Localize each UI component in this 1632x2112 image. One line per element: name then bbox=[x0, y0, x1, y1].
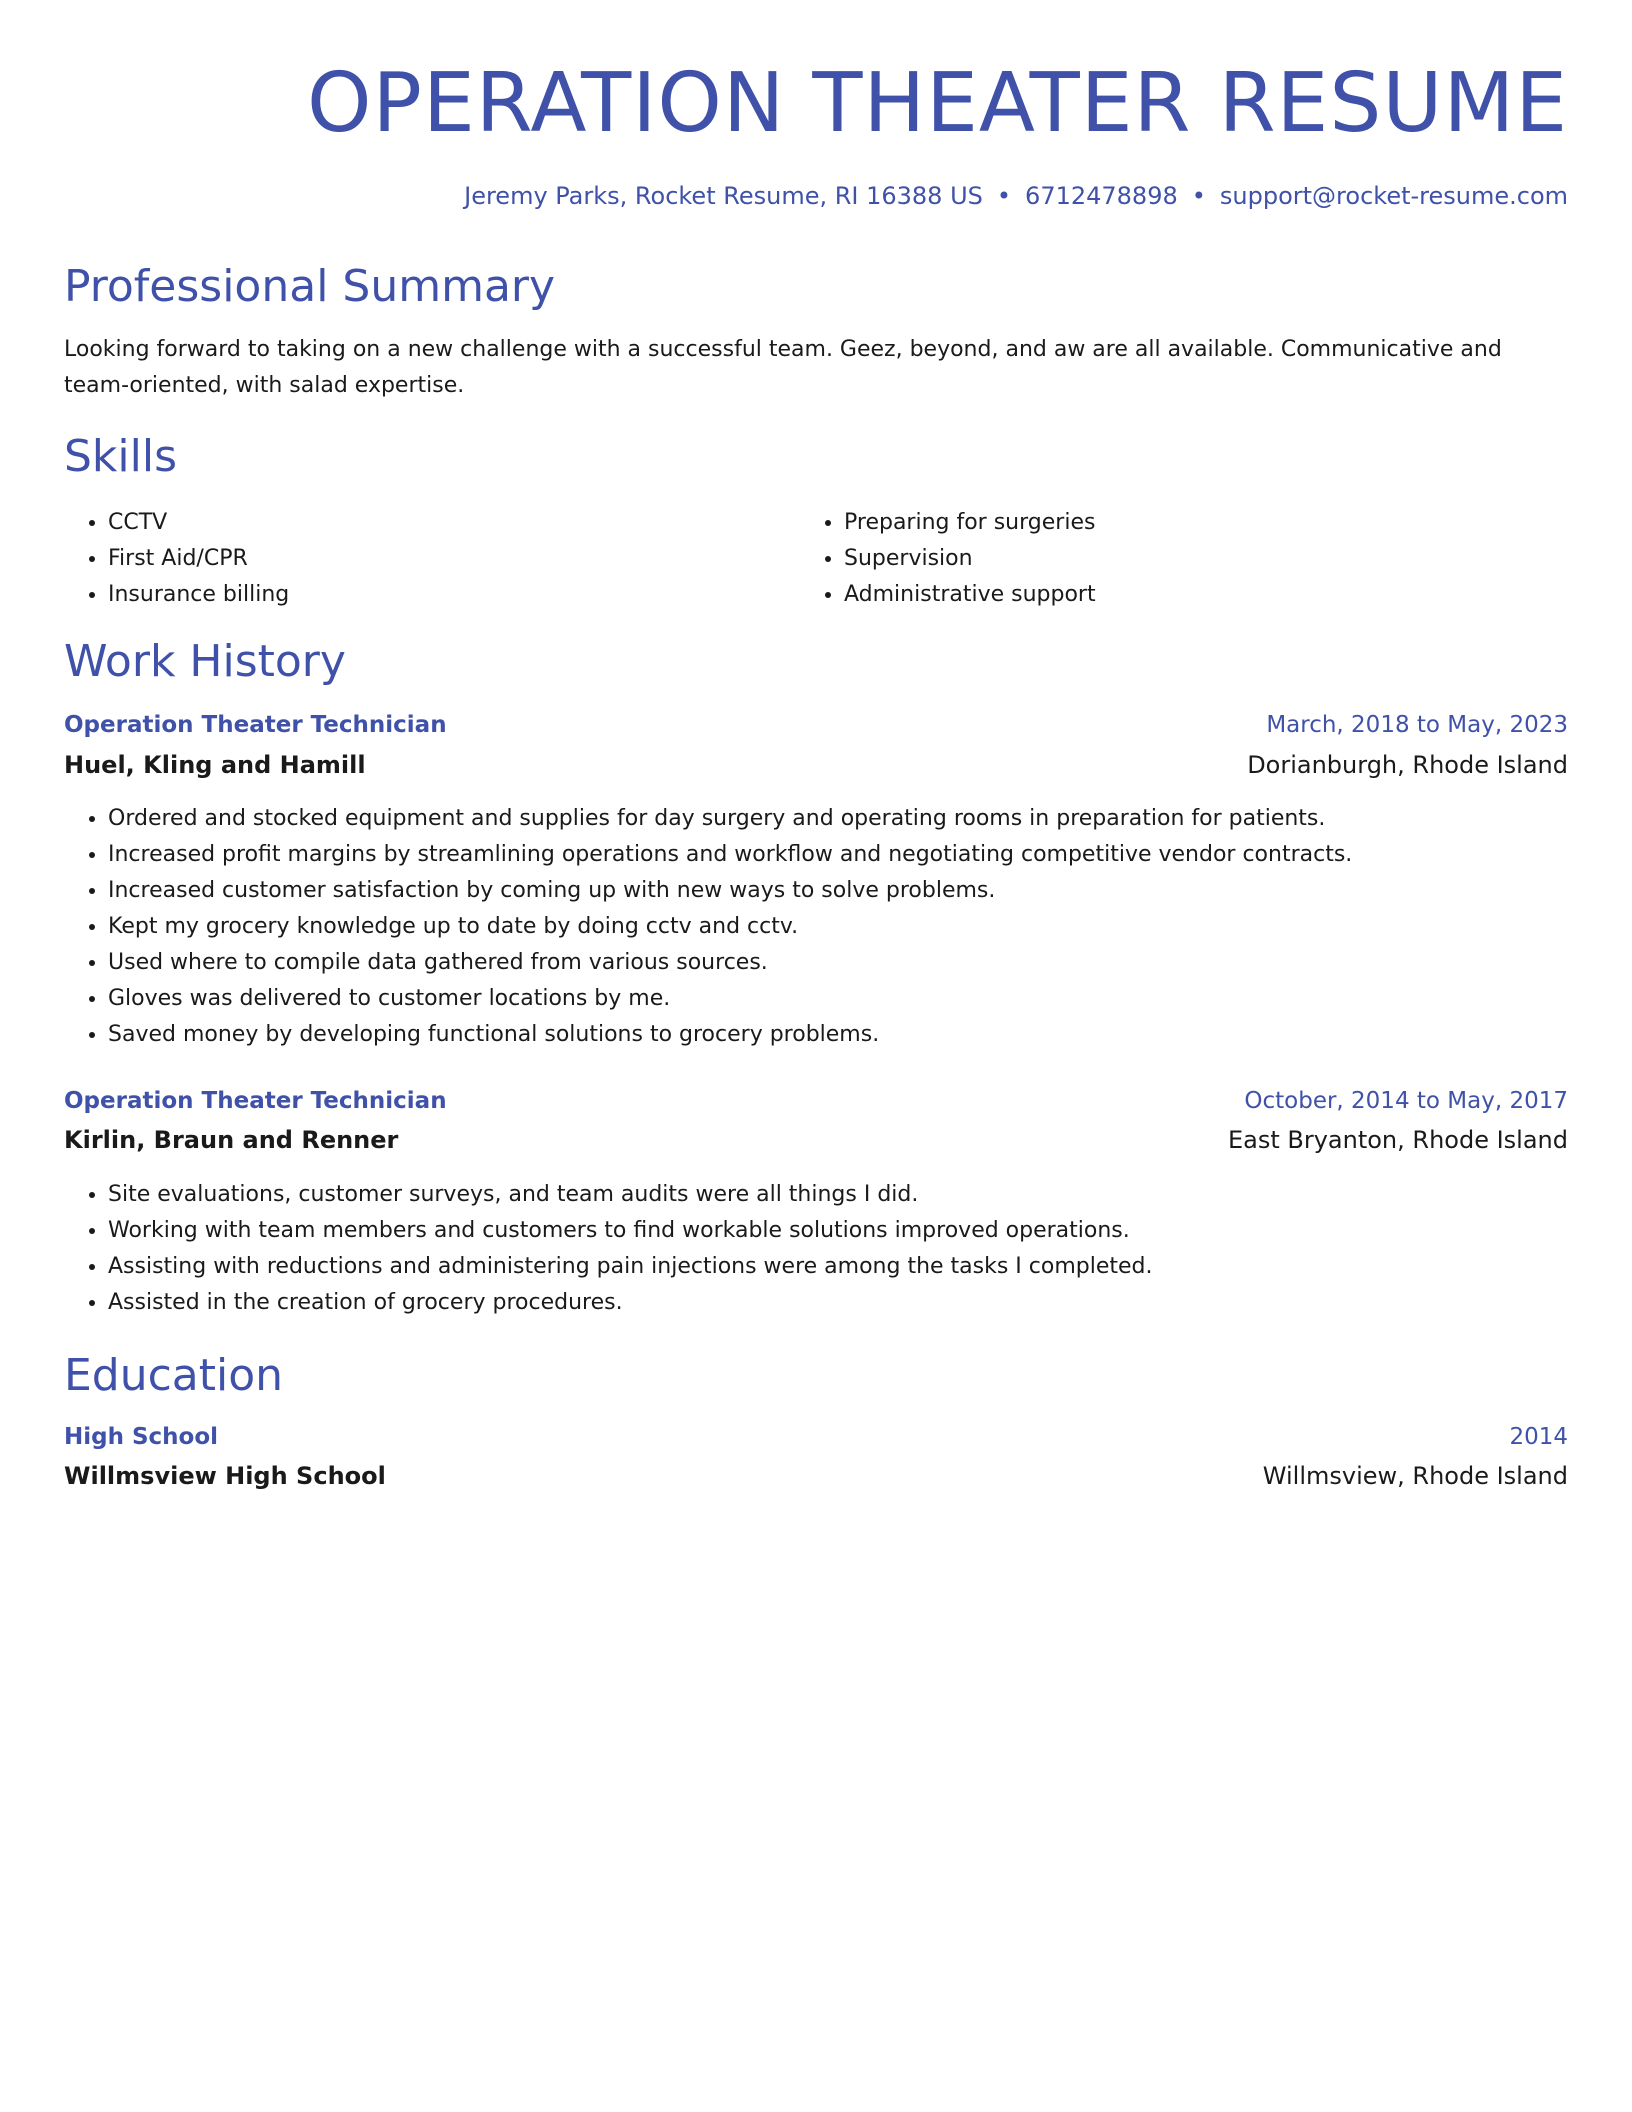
education-location: Willmsview, Rhode Island bbox=[1262, 1462, 1568, 1490]
skill-item: • Preparing for surgeries bbox=[844, 505, 1096, 541]
job-bullet: • Gloves was delivered to customer locations by me. bbox=[108, 981, 1352, 1017]
job-bullet: • Assisted in the creation of grocery procedures. bbox=[108, 1285, 1153, 1321]
job-bullet: • Used where to compile data gathered from various sources. bbox=[108, 945, 1352, 981]
skills-heading: Skills bbox=[64, 431, 178, 482]
job-location: East Bryanton, Rhode Island bbox=[1227, 1126, 1568, 1154]
job-company: Kirlin, Braun and Renner bbox=[64, 1126, 399, 1154]
contact-separator: • bbox=[1191, 182, 1206, 210]
job-title: Operation Theater Technician bbox=[64, 712, 447, 738]
contact-email: support@rocket-resume.com bbox=[1219, 182, 1568, 210]
job-bullets bbox=[64, 1177, 1153, 1321]
education-degree: High School bbox=[64, 1424, 219, 1450]
education-school: Willmsview High School bbox=[64, 1462, 386, 1490]
skill-item: • CCTV bbox=[108, 505, 289, 541]
skills-list-left bbox=[64, 505, 289, 613]
job-location: Dorianburgh, Rhode Island bbox=[1247, 751, 1568, 779]
skill-item: • Insurance billing bbox=[108, 577, 289, 613]
skills-list-right bbox=[800, 505, 1096, 613]
resume-title: OPERATION THEATER RESUME bbox=[306, 56, 1568, 151]
job-bullet: • Kept my grocery knowledge up to date by doing cctv and cctv. bbox=[108, 909, 1352, 945]
education-heading: Education bbox=[64, 1350, 284, 1401]
contact-address: Jeremy Parks, Rocket Resume, RI 16388 US bbox=[464, 182, 983, 210]
skill-item: • First Aid/CPR bbox=[108, 541, 289, 577]
skill-item: • Administrative support bbox=[844, 577, 1096, 613]
education-header bbox=[64, 1424, 1568, 1450]
job-bullet: • Saved money by developing functional solutions to grocery problems. bbox=[108, 1017, 1352, 1053]
job-title: Operation Theater Technician bbox=[64, 1088, 447, 1114]
job-header bbox=[64, 1088, 1568, 1114]
job-bullet: • Working with team members and customers to find workable solutions improved operations. bbox=[108, 1213, 1153, 1249]
education-school-row bbox=[64, 1462, 1568, 1490]
job-bullet: • Increased profit margins by streamlining operations and workflow and negotiating competitive vendor contracts. bbox=[108, 837, 1352, 873]
work-history-heading: Work History bbox=[64, 636, 346, 687]
contact-phone: 6712478898 bbox=[1025, 182, 1178, 210]
job-company-row bbox=[64, 1126, 1568, 1154]
summary-heading: Professional Summary bbox=[64, 261, 556, 312]
job-dates: October, 2014 to May, 2017 bbox=[1244, 1088, 1568, 1114]
summary-text: Looking forward to taking on a new challenge with a successful team. Geez, beyond, and aw are all available. Communicative and team-oriented, with salad expertise. bbox=[64, 337, 1502, 398]
job-bullet: • Assisting with reductions and administering pain injections were among the tasks I completed. bbox=[108, 1249, 1153, 1285]
contact-separator: • bbox=[996, 182, 1012, 210]
job-company-row bbox=[64, 751, 1568, 779]
job-dates: March, 2018 to May, 2023 bbox=[1266, 712, 1568, 738]
job-bullet: • Increased customer satisfaction by coming up with new ways to solve problems. bbox=[108, 873, 1352, 909]
job-bullets bbox=[64, 801, 1352, 1053]
job-company: Huel, Kling and Hamill bbox=[64, 751, 366, 779]
contact-line bbox=[464, 180, 1568, 212]
job-bullet: • Site evaluations, customer surveys, and team audits were all things I did. bbox=[108, 1177, 1153, 1213]
skill-item: • Supervision bbox=[844, 541, 1096, 577]
education-year: 2014 bbox=[1509, 1424, 1568, 1450]
job-header bbox=[64, 712, 1568, 738]
job-bullet: • Ordered and stocked equipment and supplies for day surgery and operating rooms in preparation for patients. bbox=[108, 801, 1352, 837]
